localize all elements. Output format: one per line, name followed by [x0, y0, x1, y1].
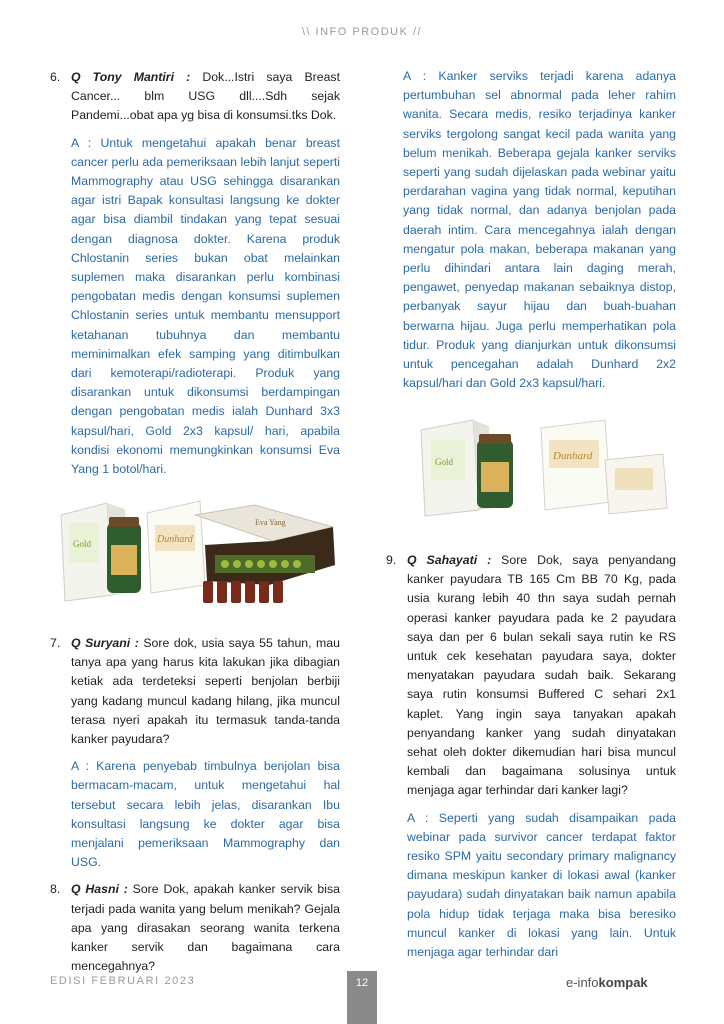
gold-bottle [477, 434, 513, 508]
box-label: Dunhard [157, 534, 193, 545]
left-column [50, 68, 340, 479]
box-label: Gold [435, 457, 453, 467]
question-text: Dok...Istri saya Breast Cancer... blm USG dll....Sdh sejak Pandemi...obat apa yg bisa di konsumsi.tks Dok. [71, 70, 340, 123]
question-number: 6. [50, 70, 61, 84]
right-column [386, 67, 676, 393]
gold-bottle [107, 517, 141, 593]
brand-logo [566, 975, 648, 990]
edition-label: EDISI FEBRUARI 2023 [50, 975, 196, 987]
product-photo-1 [55, 485, 340, 610]
question-number: 9. [386, 553, 397, 567]
question-text: Sore Dok, apakah kanker servik bisa terjadi pada wanita yang belum menikah? Gejala apa yang dirasakan seorang wanita terkena kanker servik dan bagaimana cara mencegahnya? [71, 882, 340, 974]
brand-bold: kompak [598, 975, 648, 990]
brand-prefix: e-info [566, 975, 599, 990]
question-8 [50, 880, 340, 976]
dunhard-box [541, 420, 611, 510]
section-header: \\ INFO PRODUK // [301, 26, 423, 38]
page-number-box [347, 971, 377, 1024]
answer-7: A : Karena penyebab timbulnya benjolan bisa bermacam-macam, untuk mengetahui hal tersebut secara lebih jelas, disarankan Ibu konsultasi langsung ke dokter agar bisa menjalani pemeriksaan Mammography dan USG. [71, 759, 340, 870]
question-number: 8. [50, 882, 61, 897]
question-7 [50, 634, 340, 749]
left-column-lower [50, 634, 340, 976]
question-number: 7. [50, 636, 61, 650]
answer-8: A : Kanker serviks terjadi karena adanya pertumbuhan sel abnormal pada leher rahim wanita. Secara medis, resiko terjadinya kanker serviks tergolong sangat kecil pada wanita yang belum menikah. Beberapa gejala kanker serviks seperti yang sudah dijelaskan pada webinar yaitu perdarahan vagina yang tidak normal, keputihan yang tidak normal, dan adanya benjolan pada daerah intim. Cara mencegahnya ialah dengan mengatur pola makan, beberapa makanan yang perlu dihindari antara lain daging merah, pengawet, penyedap makanan sebaiknya distop, perbanyak sayur hijau dan buah-buahan berwarna hijau. Juga perlu memperhatikan pola tidur. Produk yang dianjurkan untuk dikonsumsi untuk pencegahan adalah Dunhard 2x2 kapsul/hari dan Gold 2x3 kapsul/hari. [403, 69, 676, 391]
box-label: Dunhard [553, 450, 593, 462]
answer-6: A : Untuk mengetahui apakah benar breast cancer perlu ada pemeriksaan lebih lanjut seperti Mammography atau USG sehingga disarankan agar istri Bapak konsultasi langsung ke dokter agar bisa diambil tindakan yang tepat sesuai dengan diagnosa dokter. Karena produk Chlostanin series bukan obat melainkan suplemen maka disarankan perlu kombinasi pengobatan medis dengan konsumsi suplemen Chlostanin series untuk membantu mensupport ketahanan tubuhnya dan membantu meminimalkan efek samping yang ditimbulkan dari kemoterapi/radioterapi. Produk yang disarankan untuk dikonsumsi berdampingan dengan pengobatan medis ialah Dunhard 3x3 kapsul/hari, Gold 2x3 kapsul/ hari, apabila kondisi ekonomi memungkinkan konsumsi Eva Yang 1 botol/hari. [71, 135, 340, 477]
answer-9: A : Seperti yang sudah disampaikan pada webinar pada survivor cancer terdapat faktor resiko SPM yaitu secondary primary malignancy dimana meskipun kanker di lokasi awal (kanker payudara) sudah dinyatakan baik namun apabila pola hidup tidak terjaga maka bisa beresiko muncul kanker di lokasi yang lain. Untuk menjaga agar terhindar dari [407, 810, 676, 960]
asker-name: Q Hasni : [71, 882, 128, 897]
asker-name: Q Tony Mantiri : [71, 70, 191, 84]
question-text: Sore dok, usia saya 55 tahun, mau tanya apa yang harus kita lakukan jika dibagian ketiak ada terdeteksi seperti benjolan berbiji yang kadang muncul kadang hilang, jika muncul terasa nyeri apakah itu termasuk tanda-tanda kanker payudara? [71, 636, 340, 747]
question-6 [50, 68, 340, 126]
open-case [195, 505, 335, 585]
asker-name: Q Sahayati : [407, 553, 492, 567]
box-label: Gold [73, 539, 91, 549]
dunhard-box-small [605, 454, 667, 514]
asker-name: Q Suryani : [71, 636, 139, 650]
box-label: Eva Yang [255, 518, 286, 527]
question-9 [386, 551, 676, 801]
question-text: Sore Dok, saya penyandang kanker payudara TB 165 Cm BB 70 Kg, pada usia kurang lebih 40 thn saya sudah pernah operasi kanker payudara pada ke 2 payudara saya dan per 6 bulan sekali saya rutin ke RS untuk cek kesehatan payudara saya, dokter menyatakan payudara sudah baik. Sekarang saya rutin konsumsi Buffered C sehari 2x1 kaplet. Yang ingin saya tanyakan apakah penyandang kanker yang sudah dinyatakan sehat oleh dokter dikemudian hari bisa muncul kembali dan bagaimana solusinya untuk menjaga agar terhindar dari kanker lagi? [407, 553, 676, 798]
page-number: 12 [355, 977, 369, 989]
product-photo-2 [415, 410, 675, 520]
right-column-lower [386, 551, 676, 962]
